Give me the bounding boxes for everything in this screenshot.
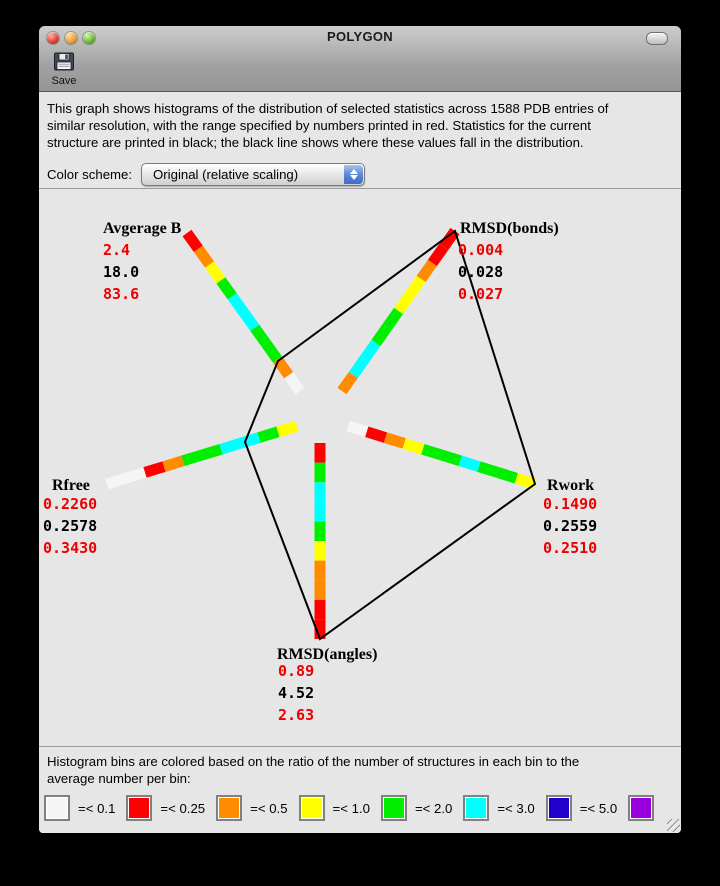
toolbar-toggle-button[interactable]: [646, 32, 668, 45]
save-button[interactable]: [44, 50, 84, 90]
legend-text: [47, 753, 673, 787]
axis-range-value: 0.2260: [43, 495, 98, 513]
toolbar: [39, 48, 681, 91]
histogram-bin-segment: [183, 455, 202, 461]
histogram-bin-segment: [423, 449, 442, 455]
window-chrome: [39, 26, 681, 92]
separator: [39, 746, 681, 747]
axis-label: RMSD(bonds): [460, 220, 559, 237]
axis-range-value: 0.1490: [543, 495, 598, 513]
histogram-bin-segment: [367, 432, 386, 438]
legend-bin: [44, 795, 115, 821]
legend-bin-label: =< 3.0: [497, 800, 535, 816]
histogram-bin-segment: [404, 443, 423, 449]
histogram-bin-segment: [240, 438, 259, 444]
histogram-bin-segment: [460, 461, 479, 467]
polygon-plot-svg: [39, 189, 681, 746]
histogram-bin-segment: [353, 359, 364, 375]
legend-bin-label: =< 2.0: [414, 800, 453, 816]
description-line: similar resolution, with the range specified by numbers printed in red. Statistics for the current: [47, 118, 591, 133]
resize-grip[interactable]: [667, 819, 680, 832]
histogram-bin-segment: [442, 455, 461, 461]
legend-bin-label: =< 0.5: [250, 800, 288, 816]
histogram-bin-segment: [432, 247, 443, 263]
polygon-window: [39, 26, 681, 833]
histogram-bin-segment: [278, 426, 297, 432]
legend-bin-swatch: [628, 795, 654, 821]
minimize-button[interactable]: [65, 32, 77, 44]
legend-bin: [463, 795, 534, 821]
histogram-bin-segment: [342, 375, 353, 391]
legend-bin: [216, 795, 287, 821]
color-scheme-dropdown[interactable]: [141, 163, 365, 186]
histogram-bin-segment: [210, 265, 221, 281]
axis-current-value: 4.52: [278, 684, 315, 702]
color-scheme-selected-value: Original (relative scaling): [153, 166, 299, 182]
axis-current-value: 0.2578: [43, 517, 98, 535]
histogram-bin-segment: [232, 296, 243, 312]
title-bar[interactable]: [39, 26, 681, 48]
color-scheme-label: Color scheme:: [47, 166, 133, 182]
histogram-bin-segment: [376, 327, 387, 343]
zoom-button[interactable]: [83, 32, 95, 44]
histogram-bin-segment: [202, 449, 221, 455]
axis-range-value: 0.2510: [543, 539, 598, 557]
legend-bin-label: =< 0.25: [160, 800, 206, 816]
histogram-bin-segment: [421, 263, 432, 279]
axis-current-value: 0.028: [458, 263, 504, 281]
histogram-bin-segment: [479, 467, 498, 473]
histogram-bin-segment: [198, 249, 209, 265]
save-floppy-icon: [52, 50, 76, 74]
legend-bin-swatch: [44, 795, 70, 821]
axis-range-value: 0.027: [458, 285, 504, 303]
legend-bin: [381, 795, 452, 821]
histogram-bin-segment: [126, 472, 145, 478]
content-area: [39, 92, 681, 833]
legend-bin: [126, 795, 205, 821]
legend-bin: [546, 795, 617, 821]
dropdown-arrows-icon: [344, 165, 363, 184]
axis-range-value: 2.63: [278, 706, 315, 724]
histogram-bin-segment: [498, 472, 517, 478]
axis-range-value: 0.89: [278, 662, 315, 680]
histogram-bin-segment: [107, 478, 126, 484]
close-button[interactable]: [47, 32, 59, 44]
axis-range-value: 0.3430: [43, 539, 98, 557]
histogram-bin-segment: [221, 443, 240, 449]
histogram-bin-segment: [164, 461, 183, 467]
axis-current-value: 18.0: [103, 263, 140, 281]
legend-bin: [628, 795, 662, 821]
histogram-bin-segment: [244, 312, 255, 328]
description-line: This graph shows histograms of the distribution of selected statistics across 1588 PDB entries of: [47, 101, 609, 116]
axis-label: Rfree: [52, 477, 90, 494]
description-text: [47, 100, 673, 151]
histogram-bin-segment: [387, 311, 398, 327]
axis-label: RMSD(angles): [277, 646, 378, 663]
legend-bin-swatch: [381, 795, 407, 821]
axis-current-value: 0.2559: [543, 517, 598, 535]
legend-bin-swatch: [299, 795, 325, 821]
histogram-bin-segment: [365, 343, 376, 359]
legend-bin-label: =< 1.0: [332, 800, 370, 816]
legend-bin-swatch: [463, 795, 489, 821]
legend-bin-label: =< 5.0: [579, 800, 618, 816]
save-button-label: Save: [51, 75, 77, 87]
histogram-bin-segment: [410, 279, 421, 295]
histogram-bin-segment: [385, 438, 404, 444]
histogram-bin-segment: [348, 426, 367, 432]
legend-bin-swatch: [126, 795, 152, 821]
histogram-bin-segment: [399, 295, 410, 311]
histogram-bin-segment: [277, 359, 288, 375]
histogram-bin-segment: [266, 344, 277, 360]
axis-range-value: 83.6: [103, 285, 140, 303]
histogram-bin-segment: [145, 467, 164, 473]
legend-line: average number per bin:: [47, 771, 191, 786]
color-scheme-row: [47, 162, 365, 186]
window-title: POLYGON: [327, 29, 393, 44]
axis-label: Avgerage B: [103, 220, 182, 237]
legend-bin-swatch: [546, 795, 572, 821]
axis-range-value: 0.004: [458, 241, 504, 259]
histogram-bin-segment: [259, 432, 278, 438]
histogram-bin-segment: [289, 375, 300, 391]
legend-line: Histogram bins are colored based on the ratio of the number of structures in each bin to the: [47, 754, 580, 769]
description-line: structure are printed in black; the black line shows where these values fall in the distribution.: [47, 135, 584, 150]
legend-bin-label: =< 0.1: [78, 800, 116, 816]
legend-bins-row: [44, 794, 673, 822]
histogram-bin-segment: [255, 328, 266, 344]
histogram-bin-segment: [221, 280, 232, 296]
legend-bin-swatch: [216, 795, 242, 821]
legend-bin: [299, 795, 370, 821]
histogram-bin-segment: [187, 233, 198, 249]
axis-range-value: 2.4: [103, 241, 131, 259]
histogram-bin-segment: [516, 478, 535, 484]
axis-label: Rwork: [547, 477, 595, 494]
